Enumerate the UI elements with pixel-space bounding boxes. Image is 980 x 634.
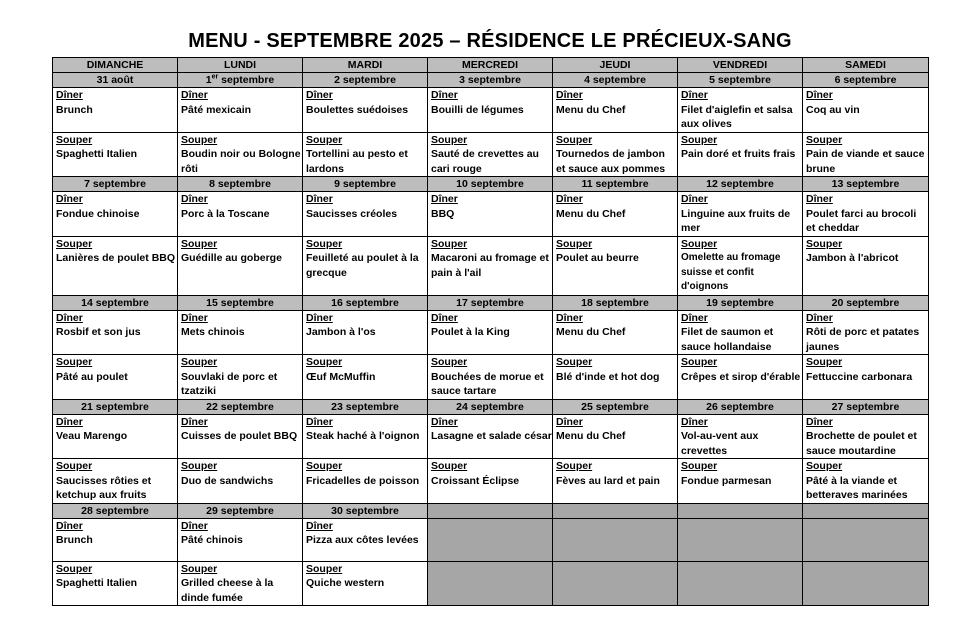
- date-cell: 24 septembre: [428, 399, 553, 414]
- diner-label: Dîner: [681, 311, 708, 324]
- diner-cell: [53, 310, 178, 355]
- diner-label: Dîner: [181, 89, 208, 101]
- diner-label: Dîner: [556, 415, 583, 428]
- souper-cell: [428, 459, 553, 504]
- empty-date-cell: [428, 503, 553, 518]
- dish-name: Pizza aux côtes levées: [306, 534, 419, 546]
- date-cell: 7 septembre: [53, 177, 178, 192]
- diner-cell: [803, 88, 929, 133]
- empty-meal-cell: [428, 518, 553, 561]
- date-cell: 19 septembre: [678, 295, 803, 310]
- dish-name: Veau Marengo: [56, 430, 128, 442]
- diner-label: Dîner: [681, 415, 708, 428]
- dish-name: Pâté à la viande et betteraves marinées: [806, 474, 908, 501]
- dish-name: Menu du Chef: [556, 207, 626, 220]
- weekday-header: MARDI: [303, 58, 428, 73]
- diner-cell: [53, 414, 178, 459]
- diner-label: Dîner: [181, 193, 208, 205]
- diner-cell: [678, 88, 803, 133]
- dish-name: Pain de viande et sauce brune: [806, 148, 925, 175]
- dish-name: Saucisses rôties et ketchup aux fruits: [56, 474, 152, 501]
- souper-cell: [303, 355, 428, 400]
- date-row: [53, 73, 929, 88]
- diner-label: Dîner: [181, 519, 208, 532]
- diner-cell: [553, 310, 678, 355]
- date-cell: 2 septembre: [303, 73, 428, 88]
- dish-name: Omelette au fromage suisse et confit d'oignons: [681, 252, 781, 292]
- souper-cell: [553, 355, 678, 400]
- souper-label: Souper: [181, 133, 218, 146]
- weekday-header-row: [53, 58, 929, 73]
- date-row: [53, 177, 929, 192]
- diner-label: Dîner: [56, 311, 83, 324]
- date-row: [53, 399, 929, 414]
- diner-cell: [53, 192, 178, 237]
- date-cell: 8 septembre: [178, 177, 303, 192]
- date-cell: 6 septembre: [803, 73, 929, 88]
- dish-name: Porc à la Toscane: [181, 207, 270, 220]
- souper-cell: [303, 459, 428, 504]
- souper-row: [53, 459, 929, 504]
- souper-cell: [53, 236, 178, 295]
- souper-cell: [678, 236, 803, 295]
- diner-cell: [178, 88, 303, 133]
- dish-name: Spaghetti Italien: [56, 148, 138, 160]
- dish-name: Rosbif et son jus: [56, 326, 141, 338]
- souper-cell: [428, 355, 553, 400]
- diner-label: Dîner: [681, 193, 708, 205]
- souper-label: Souper: [306, 562, 343, 575]
- empty-meal-cell: [678, 518, 803, 561]
- diner-cell: [803, 414, 929, 459]
- diner-label: Dîner: [806, 415, 833, 428]
- souper-cell: [553, 236, 678, 295]
- souper-cell: [553, 459, 678, 504]
- diner-cell: [178, 310, 303, 355]
- diner-label: Dîner: [806, 311, 833, 324]
- souper-cell: [53, 459, 178, 504]
- page-title: MENU - SEPTEMBRE 2025 – RÉSIDENCE LE PRÉCIEUX-SANG: [188, 30, 792, 52]
- dish-name: Filet d'aiglefin et salsa aux olives: [681, 103, 793, 130]
- souper-label: Souper: [556, 356, 593, 368]
- diner-cell: [53, 88, 178, 133]
- souper-cell: [803, 459, 929, 504]
- diner-label: Dîner: [56, 193, 83, 205]
- diner-cell: [678, 414, 803, 459]
- dish-name: Grilled cheese à la dinde fumée: [181, 577, 274, 604]
- souper-cell: [53, 561, 178, 606]
- date-cell: 1er septembre: [178, 73, 303, 88]
- date-row: [53, 503, 929, 518]
- souper-label: Souper: [181, 237, 218, 250]
- diner-cell: [303, 414, 428, 459]
- diner-cell: [178, 518, 303, 561]
- diner-cell: [678, 192, 803, 237]
- diner-label: Dîner: [806, 89, 833, 101]
- empty-meal-cell: [678, 561, 803, 606]
- diner-row: [53, 88, 929, 133]
- empty-meal-cell: [553, 561, 678, 606]
- souper-label: Souper: [306, 133, 343, 146]
- diner-cell: [428, 310, 553, 355]
- date-cell: 11 septembre: [553, 177, 678, 192]
- souper-label: Souper: [556, 460, 593, 472]
- weekday-header: DIMANCHE: [53, 58, 178, 73]
- souper-cell: [178, 561, 303, 606]
- dish-name: Saucisses créoles: [306, 207, 398, 220]
- dish-name: Steak haché à l'oignon: [306, 430, 420, 442]
- dish-name: BBQ: [431, 207, 455, 220]
- dish-name: Blé d'inde et hot dog: [556, 370, 660, 383]
- dish-name: Bouchées de morue et sauce tartare: [431, 370, 544, 397]
- souper-cell: [428, 132, 553, 177]
- diner-cell: [803, 192, 929, 237]
- souper-cell: [428, 236, 553, 295]
- date-cell: 3 septembre: [428, 73, 553, 88]
- dish-name: Fèves au lard et pain: [556, 474, 660, 487]
- dish-name: Poulet à la King: [431, 326, 510, 338]
- diner-cell: [428, 88, 553, 133]
- souper-label: Souper: [556, 133, 593, 146]
- souper-cell: [678, 355, 803, 400]
- date-cell: 27 septembre: [803, 399, 929, 414]
- souper-cell: [178, 459, 303, 504]
- souper-row: [53, 561, 929, 606]
- dish-name: Guédille au goberge: [181, 252, 282, 264]
- diner-cell: [428, 414, 553, 459]
- souper-label: Souper: [306, 460, 343, 472]
- diner-cell: [303, 518, 428, 561]
- dish-name: Pâté chinois: [181, 534, 243, 546]
- dish-name: Œuf McMuffin: [306, 370, 376, 383]
- dish-name: Spaghetti Italien: [56, 577, 138, 589]
- date-cell: 30 septembre: [303, 503, 428, 518]
- dish-name: Poulet au beurre: [556, 252, 639, 264]
- diner-cell: [553, 192, 678, 237]
- souper-cell: [303, 561, 428, 606]
- souper-label: Souper: [431, 237, 468, 250]
- diner-label: Dîner: [306, 519, 333, 532]
- diner-cell: [803, 310, 929, 355]
- diner-cell: [178, 414, 303, 459]
- dish-name: Quiche western: [306, 577, 385, 589]
- souper-row: [53, 236, 929, 295]
- empty-meal-cell: [428, 561, 553, 606]
- date-cell: 17 septembre: [428, 295, 553, 310]
- dish-name: Souvlaki de porc et tzatziki: [181, 370, 278, 397]
- dish-name: Vol-au-vent aux crevettes: [681, 430, 759, 457]
- diner-label: Dîner: [431, 415, 458, 428]
- dish-name: Linguine aux fruits de mer: [681, 207, 791, 234]
- diner-label: Dîner: [431, 89, 458, 101]
- diner-label: Dîner: [806, 193, 833, 205]
- date-cell: 20 septembre: [803, 295, 929, 310]
- souper-label: Souper: [56, 237, 93, 250]
- date-cell: 23 septembre: [303, 399, 428, 414]
- souper-cell: [803, 236, 929, 295]
- date-cell: 4 septembre: [553, 73, 678, 88]
- dish-name: Fondue chinoise: [56, 207, 140, 220]
- date-cell: 28 septembre: [53, 503, 178, 518]
- souper-cell: [303, 236, 428, 295]
- diner-label: Dîner: [306, 193, 333, 205]
- dish-name: Jambon à l'os: [306, 326, 376, 338]
- menu-table: [52, 57, 929, 606]
- diner-label: Dîner: [181, 311, 208, 324]
- souper-label: Souper: [681, 356, 718, 368]
- dish-name: Rôti de porc et patates jaunes: [806, 326, 920, 353]
- souper-label: Souper: [56, 356, 93, 368]
- dish-name: Menu du Chef: [556, 430, 626, 442]
- souper-label: Souper: [431, 133, 468, 146]
- souper-cell: [303, 132, 428, 177]
- diner-label: Dîner: [431, 193, 458, 205]
- diner-label: Dîner: [681, 89, 708, 101]
- souper-label: Souper: [56, 460, 93, 472]
- dish-name: Bouilli de légumes: [431, 103, 524, 116]
- date-cell: 16 septembre: [303, 295, 428, 310]
- diner-row: [53, 192, 929, 237]
- diner-cell: [553, 414, 678, 459]
- souper-label: Souper: [681, 133, 718, 146]
- diner-label: Dîner: [431, 311, 458, 324]
- dish-name: Sauté de crevettes au cari rouge: [431, 148, 539, 175]
- diner-cell: [428, 192, 553, 237]
- dish-name: Boulettes suédoises: [306, 103, 409, 116]
- souper-row: [53, 132, 929, 177]
- date-cell: 14 septembre: [53, 295, 178, 310]
- weekday-header: JEUDI: [553, 58, 678, 73]
- date-cell: 10 septembre: [428, 177, 553, 192]
- dish-name: Menu du Chef: [556, 326, 626, 338]
- dish-name: Pain doré et fruits frais: [681, 148, 796, 160]
- diner-row: [53, 518, 929, 561]
- diner-cell: [303, 88, 428, 133]
- date-cell: 21 septembre: [53, 399, 178, 414]
- souper-label: Souper: [806, 133, 843, 146]
- souper-label: Souper: [681, 237, 718, 250]
- diner-cell: [178, 192, 303, 237]
- date-cell: 29 septembre: [178, 503, 303, 518]
- souper-cell: [678, 132, 803, 177]
- dish-name: Boudin noir ou Bologne rôti: [181, 148, 301, 175]
- dish-name: Brunch: [56, 103, 93, 116]
- diner-label: Dîner: [306, 415, 333, 428]
- date-cell: 5 septembre: [678, 73, 803, 88]
- diner-cell: [303, 192, 428, 237]
- date-cell: 15 septembre: [178, 295, 303, 310]
- weekday-header: SAMEDI: [803, 58, 929, 73]
- diner-row: [53, 414, 929, 459]
- souper-label: Souper: [681, 460, 718, 472]
- empty-meal-cell: [803, 561, 929, 606]
- date-cell: 12 septembre: [678, 177, 803, 192]
- empty-meal-cell: [803, 518, 929, 561]
- dish-name: Filet de saumon et sauce hollandaise: [681, 326, 774, 353]
- souper-cell: [178, 355, 303, 400]
- dish-name: Croissant Éclipse: [431, 474, 520, 487]
- dish-name: Poulet farci au brocoli et cheddar: [806, 207, 917, 234]
- date-row: [53, 295, 929, 310]
- dish-name: Menu du Chef: [556, 103, 626, 116]
- dish-name: Feuilleté au poulet à la grecque: [306, 252, 419, 279]
- weekday-header: VENDREDI: [678, 58, 803, 73]
- dish-name: Fricadelles de poisson: [306, 474, 420, 487]
- weekday-header: LUNDI: [178, 58, 303, 73]
- souper-label: Souper: [306, 356, 343, 368]
- souper-row: [53, 355, 929, 400]
- souper-label: Souper: [431, 460, 468, 472]
- diner-label: Dîner: [56, 415, 83, 428]
- dish-name: Lasagne et salade césar: [431, 430, 552, 442]
- diner-label: Dîner: [556, 193, 583, 205]
- souper-cell: [53, 132, 178, 177]
- empty-date-cell: [678, 503, 803, 518]
- diner-label: Dîner: [556, 311, 583, 324]
- empty-date-cell: [553, 503, 678, 518]
- empty-meal-cell: [553, 518, 678, 561]
- dish-name: Tournedos de jambon et sauce aux pommes: [556, 148, 666, 175]
- souper-label: Souper: [56, 562, 93, 575]
- dish-name: Cuisses de poulet BBQ: [181, 430, 298, 442]
- souper-cell: [178, 236, 303, 295]
- date-cell: 31 août: [53, 73, 178, 88]
- weekday-header: MERCREDI: [428, 58, 553, 73]
- date-cell: 26 septembre: [678, 399, 803, 414]
- dish-name: Brunch: [56, 534, 93, 546]
- souper-cell: [803, 132, 929, 177]
- souper-label: Souper: [181, 562, 218, 575]
- date-cell: 18 septembre: [553, 295, 678, 310]
- diner-cell: [553, 88, 678, 133]
- diner-label: Dîner: [556, 89, 583, 101]
- souper-label: Souper: [806, 237, 843, 250]
- diner-row: [53, 310, 929, 355]
- dish-name: Lanières de poulet BBQ: [56, 252, 176, 264]
- souper-cell: [178, 132, 303, 177]
- souper-cell: [553, 132, 678, 177]
- souper-label: Souper: [306, 237, 343, 250]
- souper-label: Souper: [56, 133, 93, 146]
- souper-cell: [678, 459, 803, 504]
- dish-name: Fettuccine carbonara: [806, 370, 913, 383]
- diner-cell: [303, 310, 428, 355]
- souper-label: Souper: [556, 237, 593, 250]
- dish-name: Crêpes et sirop d'érable: [681, 370, 801, 383]
- date-cell: 9 septembre: [303, 177, 428, 192]
- souper-label: Souper: [181, 356, 218, 368]
- diner-label: Dîner: [181, 415, 208, 428]
- diner-label: Dîner: [56, 519, 83, 532]
- dish-name: Macaroni au fromage et pain à l'ail: [431, 252, 549, 279]
- dish-name: Mets chinois: [181, 326, 245, 338]
- diner-label: Dîner: [306, 311, 333, 324]
- diner-label: Dîner: [56, 89, 83, 101]
- souper-label: Souper: [431, 356, 468, 368]
- dish-name: Tortellini au pesto et lardons: [306, 148, 408, 175]
- souper-label: Souper: [181, 460, 218, 472]
- dish-name: Jambon à l'abricot: [806, 252, 899, 264]
- souper-label: Souper: [806, 356, 843, 368]
- souper-cell: [53, 355, 178, 400]
- dish-name: Coq au vin: [806, 103, 860, 116]
- souper-label: Souper: [806, 460, 843, 472]
- date-cell: 25 septembre: [553, 399, 678, 414]
- date-cell: 13 septembre: [803, 177, 929, 192]
- empty-date-cell: [803, 503, 929, 518]
- dish-name: Fondue parmesan: [681, 474, 772, 487]
- date-cell: 22 septembre: [178, 399, 303, 414]
- dish-name: Pâté mexicain: [181, 103, 252, 116]
- dish-name: Duo de sandwichs: [181, 474, 274, 487]
- diner-label: Dîner: [306, 89, 333, 101]
- diner-cell: [678, 310, 803, 355]
- diner-cell: [53, 518, 178, 561]
- dish-name: Pâté au poulet: [56, 370, 128, 383]
- souper-cell: [803, 355, 929, 400]
- dish-name: Brochette de poulet et sauce moutardine: [806, 430, 917, 457]
